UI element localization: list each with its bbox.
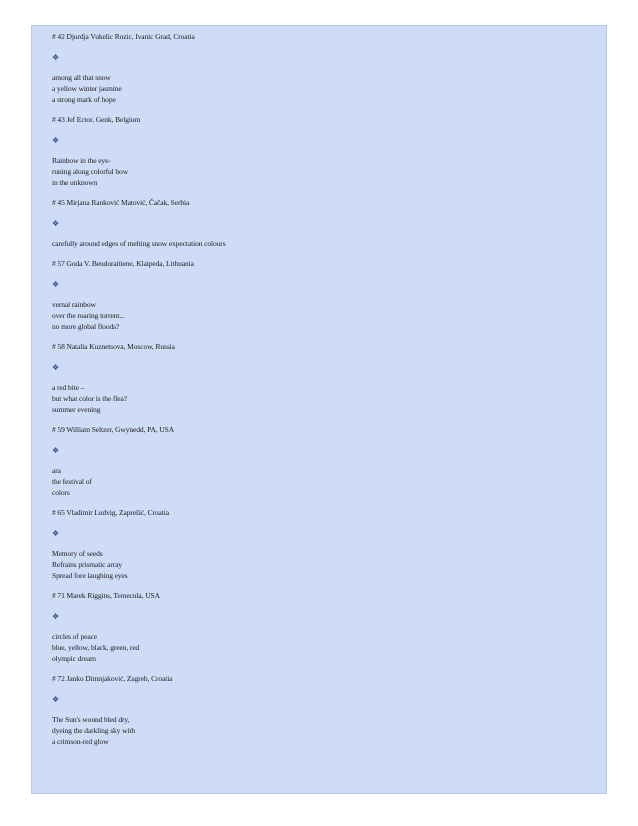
poem-line: a red bite – — [52, 383, 85, 392]
author-line: # 65 Vladimir Ludvig, Zaprešić, Croatia — [52, 508, 169, 517]
poem-line: colors — [52, 488, 70, 497]
poem-line: vernal rainbow — [52, 300, 96, 309]
poem-text — [52, 548, 596, 581]
poem-line: ara — [52, 466, 61, 475]
poem-text — [52, 238, 596, 249]
haiku-entry — [52, 341, 596, 415]
diamond-ornament-icon: ❖ — [52, 529, 60, 538]
poem-line: carefully around edges of melting snow expectation colours — [52, 239, 226, 248]
haiku-entry — [52, 424, 596, 498]
poem-line: Refrains prismatic array — [52, 560, 123, 569]
haiku-entry — [52, 507, 596, 581]
poem-line: the festival of — [52, 477, 92, 486]
haiku-entry — [52, 258, 596, 332]
diamond-ornament-icon: ❖ — [52, 53, 60, 62]
diamond-ornament-icon: ❖ — [52, 695, 60, 704]
diamond-ornament-icon: ❖ — [52, 136, 60, 145]
haiku-entry — [52, 673, 596, 747]
haiku-entry — [52, 31, 596, 105]
author-line: # 42 Djurdja Vukelic Rozic, Ivanic Grad, Croatia — [52, 32, 195, 41]
haiku-panel — [31, 25, 607, 794]
author-line: # 59 William Seltzer, Gwynedd, PA, USA — [52, 425, 175, 434]
poem-line: Spread fore laughing eyes — [52, 571, 128, 580]
diamond-ornament-icon: ❖ — [52, 446, 60, 455]
diamond-ornament-icon: ❖ — [52, 280, 60, 289]
poem-line: summer evening — [52, 405, 101, 414]
haiku-entry — [52, 114, 596, 188]
poem-line: Rainbow in the eye- — [52, 156, 111, 165]
diamond-ornament-icon: ❖ — [52, 219, 60, 228]
poem-line: a strong mark of hope — [52, 95, 116, 104]
poem-text — [52, 631, 596, 664]
poem-text — [52, 155, 596, 188]
poem-line: dyeing the darkling sky with — [52, 726, 136, 735]
haiku-list — [52, 26, 596, 756]
poem-text — [52, 299, 596, 332]
author-line: # 58 Natalia Kuznetsova, Moscow, Russia — [52, 342, 175, 351]
poem-line: over the roaring torrent... — [52, 311, 125, 320]
author-line: # 43 Jef Ector, Genk, Belgium — [52, 115, 141, 124]
diamond-ornament-icon: ❖ — [52, 363, 60, 372]
poem-line: no more global floods? — [52, 322, 120, 331]
poem-line: Memory of seeds — [52, 549, 103, 558]
author-line: # 45 Mirjana Ranković Matović, Čačak, Serbia — [52, 198, 190, 207]
poem-line: a yellow winter jasmine — [52, 84, 122, 93]
haiku-entry — [52, 590, 596, 664]
poem-text — [52, 714, 596, 747]
poem-line: olympic dream — [52, 654, 96, 663]
poem-line: but what color is the flea? — [52, 394, 127, 403]
poem-text — [52, 72, 596, 105]
diamond-ornament-icon: ❖ — [52, 612, 60, 621]
author-line: # 57 Goda V. Bendoraitiene, Klaipeda, Lithuania — [52, 259, 194, 268]
poem-line: among all that snow — [52, 73, 111, 82]
poem-line: in the unknown — [52, 178, 98, 187]
poem-text — [52, 382, 596, 415]
poem-line: blue, yellow, black, green, red — [52, 643, 140, 652]
poem-line: circles of peace — [52, 632, 98, 641]
poem-line: runing along colorful bow — [52, 167, 129, 176]
author-line: # 71 Marek Riggins, Temecula, USA — [52, 591, 160, 600]
author-line: # 72 Janko Dimnjaković, Zagreb, Croatia — [52, 674, 173, 683]
poem-line: a crimson-red glow — [52, 737, 109, 746]
poem-text — [52, 465, 596, 498]
haiku-entry — [52, 197, 596, 249]
poem-line: The Sun's wound bled dry, — [52, 715, 130, 724]
